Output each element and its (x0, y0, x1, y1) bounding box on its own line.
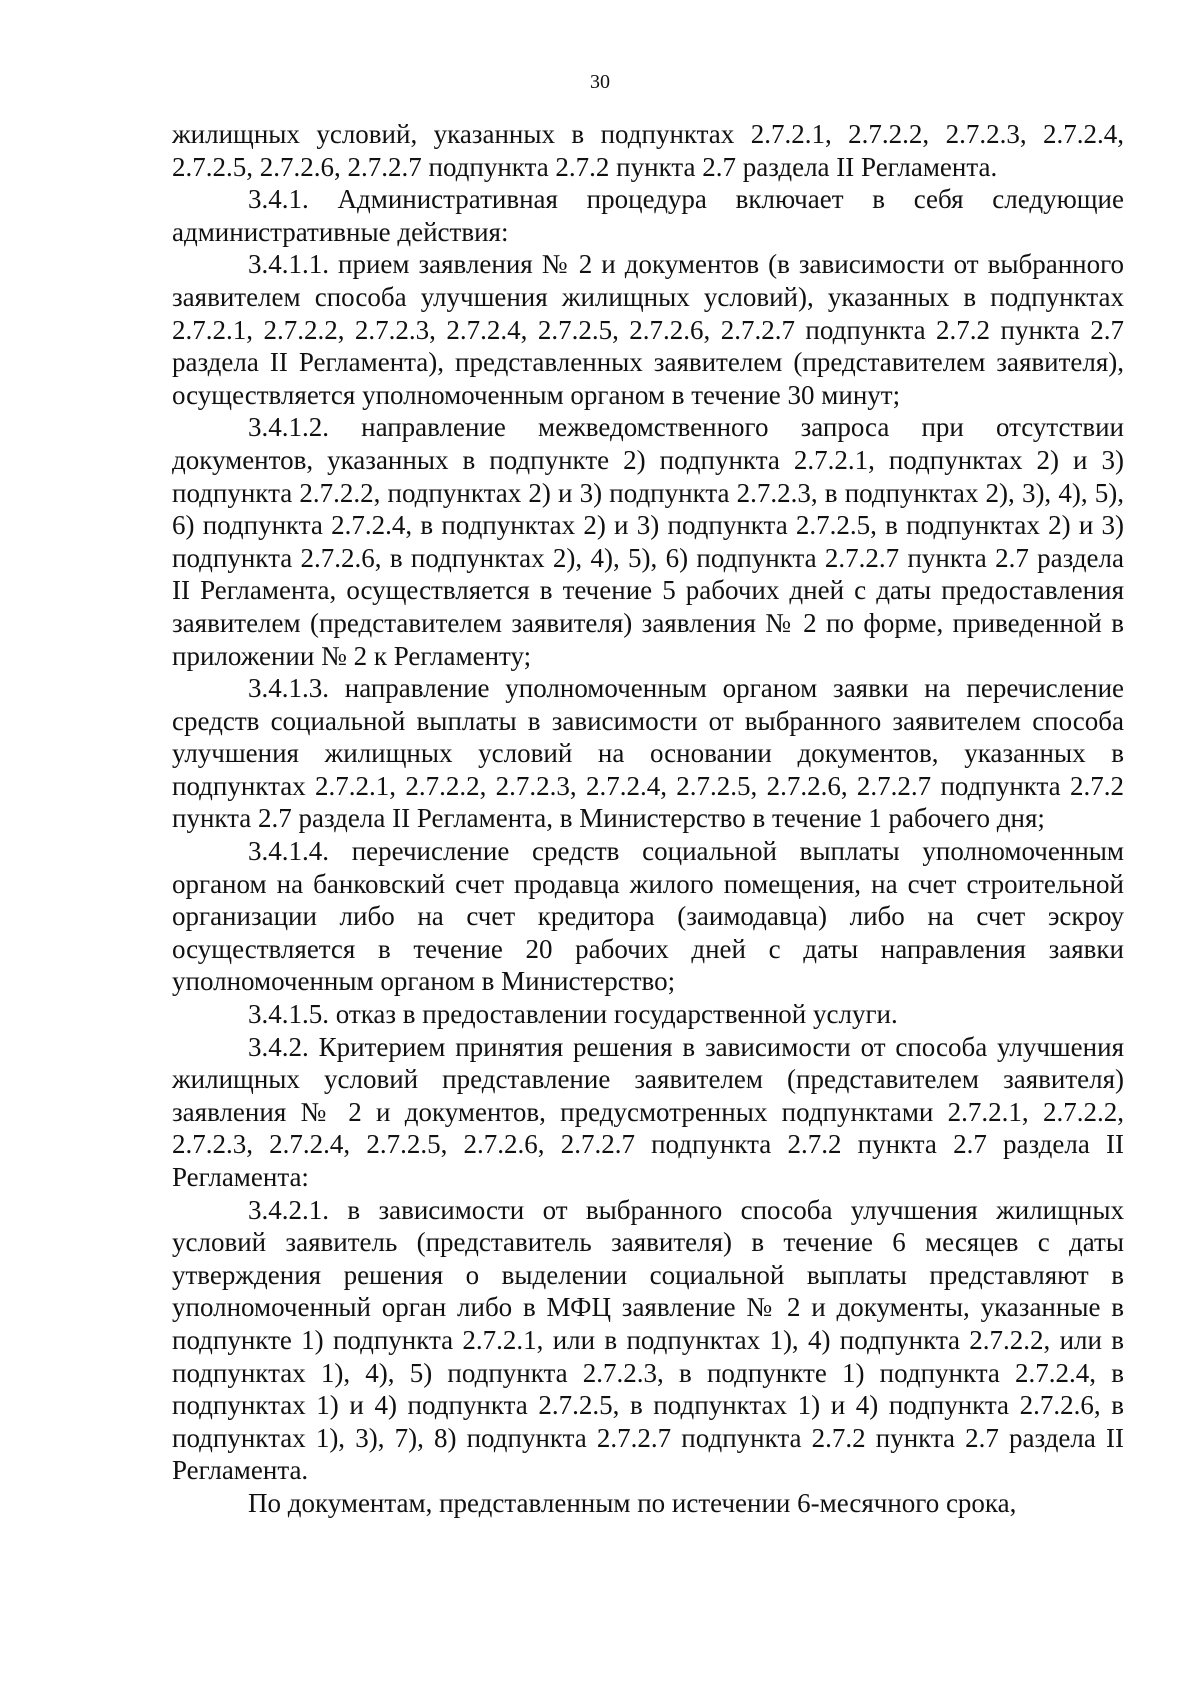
paragraph-3-4-1-1: 3.4.1.1. прием заявления № 2 и документов (в зависимости от выбранного заявителем способа улучшения жилищных условий), указанных в подпунктах 2.7.2.1, 2.7.2.2, 2.7.2.3, 2.7.2.4, 2.7.2.5, 2.7.2.6, 2.7.2.7 подпункта 2.7.2 пункта 2.7 раздела II Регламента), представленных заявителем (представителем заявителя), осуществляется уполномоченным органом в течение 30 минут; (172, 249, 1124, 410)
paragraph-3-4-2-1: 3.4.2.1. в зависимости от выбранного способа улучшения жилищных условий заявитель (представитель заявителя) в течение 6 месяцев с даты утверждения решения о выделении социальной выплаты представляют в уполномоченный орган либо в МФЦ заявление № 2 и документы, указанные в подпункте 1) подпункта 2.7.2.1, или в подпунктах 1), 4) подпункта 2.7.2.2, или в подпунктах 1), 4), 5) подпункта 2.7.2.3, в подпункте 1) подпункта 2.7.2.4, в подпунктах 1) и 4) подпункта 2.7.2.5, в подпунктах 1) и 4) подпункта 2.7.2.6, в подпунктах 1), 3), 7), 8) подпункта 2.7.2.7 подпункта 2.7.2 пункта 2.7 раздела II Регламента. (172, 1194, 1124, 1486)
paragraph-3-4-1-4: 3.4.1.4. перечисление средств социальной выплаты уполномоченным органом на банковский счет продавца жилого помещения, на счет строительной организации либо на счет кредитора (заимодавца) либо на счет эскроу осуществляется в течение 20 рабочих дней с даты направления заявки уполномоченным органом в Министерство; (172, 836, 1124, 997)
paragraph-3-4-1-2: 3.4.1.2. направление межведомственного запроса при отсутствии документов, указанных в подпункте 2) подпункта 2.7.2.1, подпунктах 2) и 3) подпункта 2.7.2.2, подпунктах 2) и 3) подпункта 2.7.2.3, в подпунктах 2), 3), 4), 5), 6) подпункта 2.7.2.4, в подпунктах 2) и 3) подпункта 2.7.2.5, в подпунктах 2) и 3) подпункта 2.7.2.6, в подпунктах 2), 4), 5), 6) подпункта 2.7.2.7 пункта 2.7 раздела II Регламента, осуществляется в течение 5 рабочих дней с даты предоставления заявителем (представителем заявителя) заявления № 2 по форме, приведенной в приложении № 2 к Регламенту; (172, 412, 1124, 671)
paragraph-3-4-1: 3.4.1. Административная процедура включает в себя следующие административные действия: (172, 184, 1124, 247)
paragraph-3-4-2: 3.4.2. Критерием принятия решения в зависимости от способа улучшения жилищных условий представление заявителем (представителем заявителя) заявления № 2 и документов, предусмотренных подпунктами 2.7.2.1, 2.7.2.2, 2.7.2.3, 2.7.2.4, 2.7.2.5, 2.7.2.6, 2.7.2.7 подпункта 2.7.2 пункта 2.7 раздела II Регламента: (172, 1031, 1124, 1192)
paragraph-continuation: жилищных условий, указанных в подпунктах 2.7.2.1, 2.7.2.2, 2.7.2.3, 2.7.2.4, 2.7.2.5, 2.7.2.6, 2.7.2.7 подпункта 2.7.2 пункта 2.7 раздела II Регламента. (172, 119, 1124, 182)
paragraph-3-4-1-3: 3.4.1.3. направление уполномоченным органом заявки на перечисление средств социальной выплаты в зависимости от выбранного заявителем способа улучшения жилищных условий на основании документов, указанных в подпунктах 2.7.2.1, 2.7.2.2, 2.7.2.3, 2.7.2.4, 2.7.2.5, 2.7.2.6, 2.7.2.7 подпункта 2.7.2 пункта 2.7 раздела II Регламента, в Министерство в течение 1 рабочего дня; (172, 673, 1124, 834)
document-body (172, 118, 1124, 1520)
paragraph-3-4-1-5: 3.4.1.5. отказ в предоставлении государственной услуги. (248, 999, 898, 1030)
page-number: 30 (590, 71, 610, 93)
paragraph-final-fragment: По документам, представленным по истечении 6-месячного срока, (248, 1487, 1017, 1518)
